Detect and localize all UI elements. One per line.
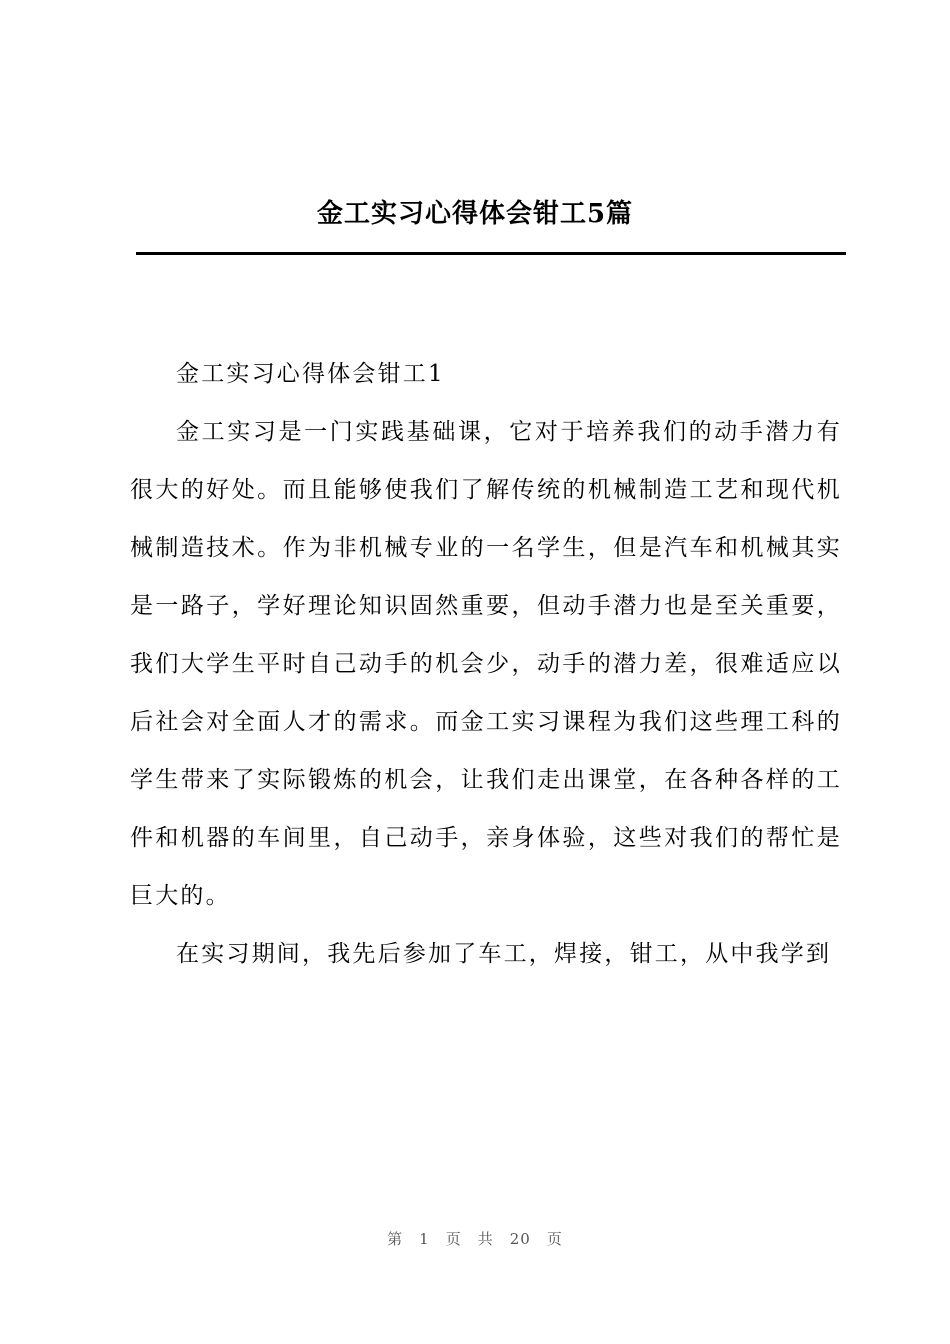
body-paragraph: 金工实习是一门实践基础课，它对于培养我们的动手潜力有很大的好处。而且能够使我们了解传统的机械制造工艺和现代机械制造技术。作为非机械专业的一名学生，但是汽车和机械其实是一路子，学好理论知识固然重要，但动手潜力也是至关重要，我们大学生平时自己动手的机会少，动手的潜力差，很难适应以后社会对全面人才的需求。而金工实习课程为我们这些理工科的学生带来了实际锻炼的机会，让我们走出课堂，在各种各样的工件和机器的车间里，自己动手，亲身体验，这些对我们的帮忙是巨大的。 xyxy=(130,419,842,909)
title-divider xyxy=(136,252,846,255)
footer-suffix: 页 xyxy=(546,1230,563,1248)
footer-total-prefix: 共 xyxy=(477,1230,494,1248)
footer-current-page: 1 xyxy=(419,1230,430,1248)
section-heading: 金工实习心得体会钳工1 xyxy=(176,361,445,387)
document-body xyxy=(130,345,842,983)
footer-page-label: 页 xyxy=(445,1230,462,1248)
footer-total-pages: 20 xyxy=(509,1230,531,1248)
body-paragraph: 在实习期间，我先后参加了车工，焊接，钳工，从中我学到 xyxy=(176,941,832,967)
document-title: 金工实习心得体会钳工5篇 xyxy=(316,199,634,229)
page-footer xyxy=(0,1228,950,1249)
footer-prefix: 第 xyxy=(387,1230,404,1248)
